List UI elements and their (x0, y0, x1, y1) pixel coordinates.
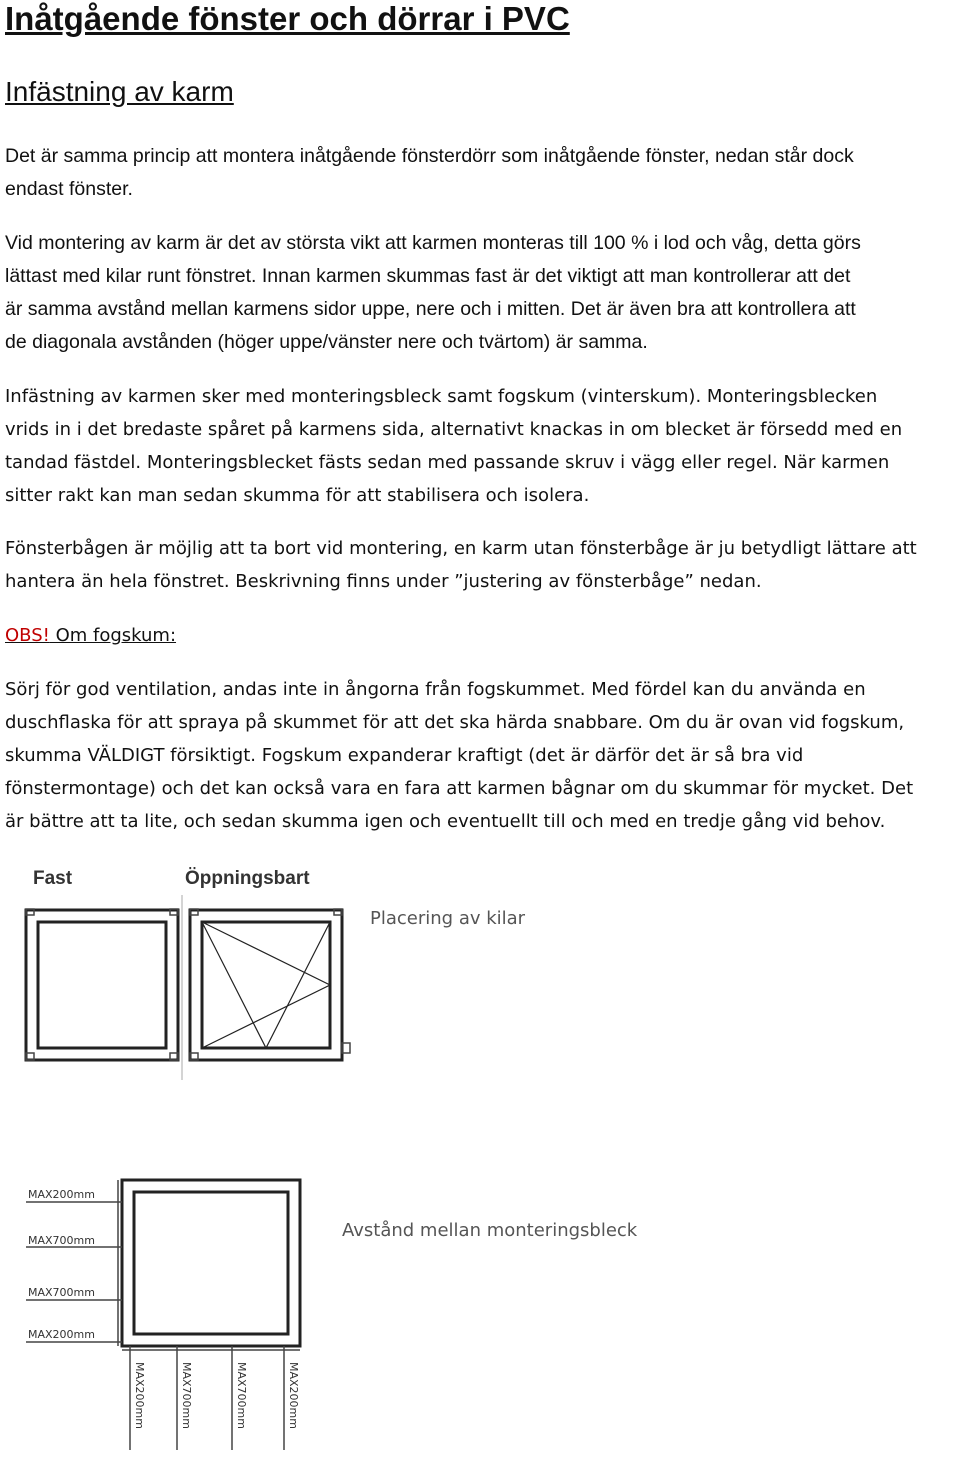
foam-paragraph (5, 673, 960, 838)
frame (122, 1180, 300, 1346)
intro-line: endast fönster. (5, 178, 133, 200)
paragraph-line: de diagonala avstånden (höger uppe/vänster nere och tvärtom) är samma. (5, 331, 648, 353)
left-dim-label: MAX200mm (28, 1188, 95, 1201)
paragraph-line: fönstermontage) och det kan också vara en fara att karmen bågnar om du skummar för mycket. Det (5, 778, 914, 799)
paragraph-line: hantera än hela fönstret. Beskrivning finns under ”justering av fönsterbåge” nedan. (5, 571, 762, 592)
left-dim-label: MAX200mm (28, 1328, 95, 1341)
intro-line: Det är samma princip att montera inåtgående fönsterdörr som inåtgående fönster, nedan står dock (5, 145, 854, 167)
paragraph-line: sitter rakt kan man sedan skumma för att stabilisera och isolera. (5, 485, 590, 506)
bracket-spacing-diagram (22, 1172, 312, 1457)
paragraph-line: lättast med kilar runt fönstret. Innan karmen skummas fast är det viktigt att man kontrollerar att det (5, 265, 851, 287)
paragraph-line: skumma VÄLDIGT försiktigt. Fogskum expanderar kraftigt (det är därför det är så bra vid (5, 745, 804, 766)
paragraph-line: Sörj för god ventilation, andas inte in ångorna från fogskummet. Med fördel kan du använda en (5, 679, 866, 700)
bottom-dim-label: MAX700mm (180, 1362, 193, 1429)
figure1-caption: Placering av kilar (370, 908, 526, 929)
paragraph-line: är samma avstånd mellan karmens sidor uppe, nere och i mitten. Det är även bra att kontrollera att (5, 298, 856, 320)
fixed-window-frame (26, 910, 178, 1060)
paragraph-line: är bättre att ta lite, och sedan skumma igen och eventuellt till och med en tredje gång vid behov. (5, 811, 886, 832)
paragraph-line: Fönsterbågen är möjlig att ta bort vid montering, en karm utan fönsterbåge är ju betydligt lättare att (5, 538, 917, 559)
left-dim-label: MAX700mm (28, 1234, 95, 1247)
bottom-dimension-ticks (122, 1346, 300, 1450)
opening-window-label: Öppningsbart (185, 868, 310, 889)
sash-paragraph (5, 532, 960, 598)
page-title: Inåtgående fönster och dörrar i PVC (5, 0, 570, 37)
left-dimension-ticks (26, 1180, 122, 1346)
obs-label: OBS! (5, 625, 50, 646)
paragraph-line: tandad fästdel. Monteringsblecket fästs sedan med passande skruv i vägg eller regel. När karmen (5, 452, 890, 473)
paragraph-line: Vid montering av karm är det av största vikt att karmen monteras till 100 % i lod och våg, detta görs (5, 232, 861, 254)
obs-heading-text: Om fogskum: (49, 625, 177, 646)
fixed-window-label: Fast (33, 868, 73, 889)
left-dim-label: MAX700mm (28, 1286, 95, 1299)
bottom-dim-label: MAX700mm (235, 1362, 248, 1429)
paragraph-line: Infästning av karmen sker med monteringsbleck samt fogskum (vinterskum). Monteringsblecken (5, 386, 878, 407)
figure2-caption: Avstånd mellan monteringsbleck (342, 1220, 638, 1241)
paragraph-line: duschflaska för att spraya på skummet för att det ska härda snabbare. Om du är ovan vid fogskum, (5, 712, 905, 733)
opening-window-frame (190, 910, 342, 1060)
mounting-paragraph (5, 227, 960, 359)
intro-paragraph (5, 140, 960, 206)
bottom-dim-label: MAX200mm (133, 1362, 146, 1429)
section-heading: Infästning av karm (5, 76, 234, 107)
window-wedge-diagram (20, 895, 360, 1085)
paragraph-line: vrids in i det bredaste spåret på karmens sida, alternativt knackas in om blecket är försedd med en (5, 419, 903, 440)
wedge-markers (26, 909, 178, 1060)
opening-wedge-markers (190, 909, 350, 1060)
fastening-paragraph (5, 380, 960, 512)
obs-heading (5, 619, 176, 652)
bottom-dim-label: MAX200mm (287, 1362, 300, 1429)
